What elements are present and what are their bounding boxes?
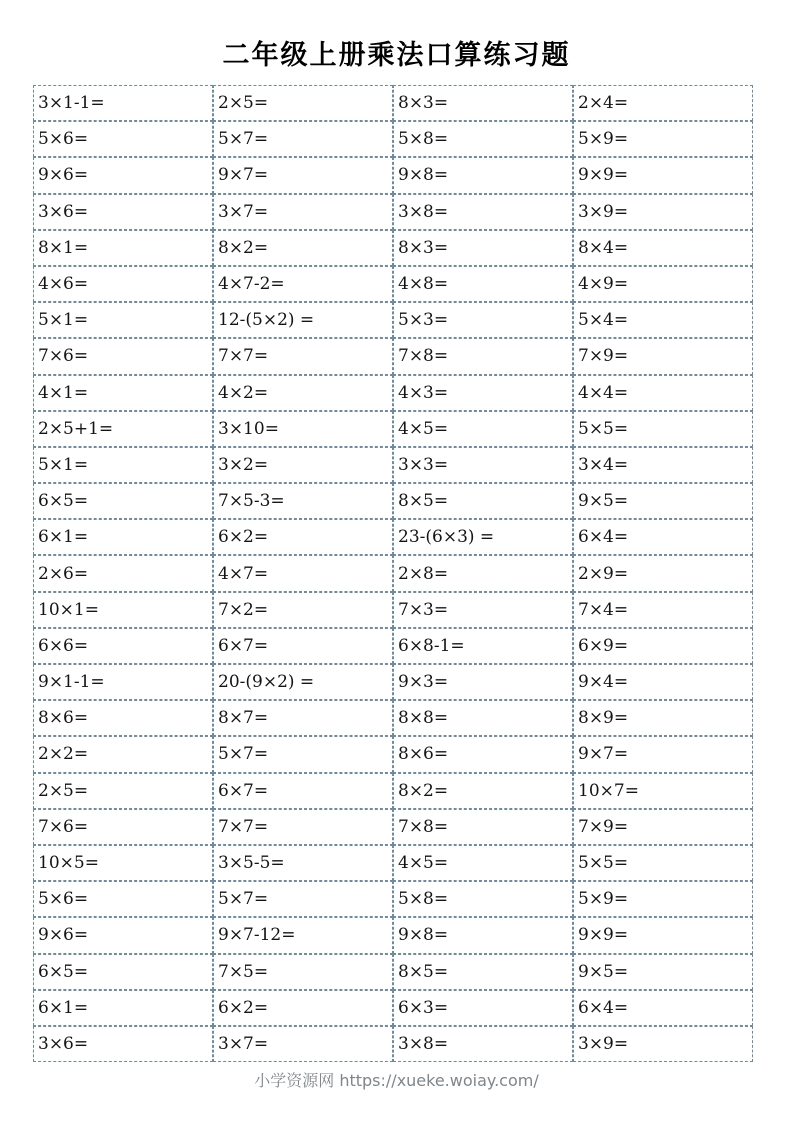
worksheet-row (33, 519, 753, 555)
problem-cell: 3×9= (573, 1026, 753, 1062)
problem-cell: 8×7= (213, 700, 393, 736)
page-title: 二年级上册乘法口算练习题 (222, 40, 571, 71)
problem-cell: 8×4= (573, 230, 753, 266)
problem-cell: 5×1= (33, 302, 213, 338)
problem-cell: 5×8= (393, 121, 573, 157)
problem-cell: 9×7= (213, 157, 393, 193)
problem-cell: 8×3= (393, 85, 573, 121)
worksheet-row (33, 483, 753, 519)
problem-cell: 8×6= (33, 700, 213, 736)
problem-cell: 7×8= (393, 809, 573, 845)
footer-credit: 小学资源网 https://xueke.woiay.com/ (254, 1071, 539, 1090)
problem-cell: 3×6= (33, 1026, 213, 1062)
problem-cell: 2×6= (33, 555, 213, 591)
problem-cell: 9×6= (33, 917, 213, 953)
problem-cell: 9×5= (573, 483, 753, 519)
problem-cell: 7×8= (393, 338, 573, 374)
problem-cell: 2×9= (573, 555, 753, 591)
problem-cell: 6×7= (213, 628, 393, 664)
problem-cell: 3×4= (573, 447, 753, 483)
worksheet-table-body (33, 85, 753, 1062)
problem-cell: 6×2= (213, 519, 393, 555)
problem-cell: 6×2= (213, 990, 393, 1026)
problem-cell: 2×8= (393, 555, 573, 591)
problem-cell: 7×5= (213, 954, 393, 990)
worksheet-table (33, 85, 753, 1062)
problem-cell: 6×8-1= (393, 628, 573, 664)
problem-cell: 5×5= (573, 411, 753, 447)
problem-cell: 9×8= (393, 917, 573, 953)
problem-cell: 9×5= (573, 954, 753, 990)
problem-cell: 3×1-1= (33, 85, 213, 121)
problem-cell: 3×10= (213, 411, 393, 447)
problem-cell: 8×5= (393, 954, 573, 990)
problem-cell: 2×5+1= (33, 411, 213, 447)
problem-cell: 8×5= (393, 483, 573, 519)
problem-cell: 4×6= (33, 266, 213, 302)
worksheet-row (33, 375, 753, 411)
problem-cell: 4×4= (573, 375, 753, 411)
problem-cell: 7×9= (573, 809, 753, 845)
worksheet-row (33, 1026, 753, 1062)
worksheet-row (33, 230, 753, 266)
problem-cell: 9×8= (393, 157, 573, 193)
problem-cell: 23-(6×3) = (393, 519, 573, 555)
problem-cell: 6×5= (33, 954, 213, 990)
worksheet-row (33, 194, 753, 230)
worksheet-row (33, 917, 753, 953)
problem-cell: 3×7= (213, 1026, 393, 1062)
problem-cell: 7×3= (393, 592, 573, 628)
problem-cell: 3×8= (393, 1026, 573, 1062)
problem-cell: 4×2= (213, 375, 393, 411)
worksheet-row (33, 592, 753, 628)
worksheet-row (33, 736, 753, 772)
problem-cell: 8×3= (393, 230, 573, 266)
problem-cell: 20-(9×2) = (213, 664, 393, 700)
problem-cell: 6×1= (33, 990, 213, 1026)
problem-cell: 5×8= (393, 881, 573, 917)
worksheet-row (33, 845, 753, 881)
problem-cell: 7×7= (213, 809, 393, 845)
problem-cell: 6×3= (393, 990, 573, 1026)
problem-cell: 4×8= (393, 266, 573, 302)
problem-cell: 4×1= (33, 375, 213, 411)
worksheet-row (33, 954, 753, 990)
problem-cell: 3×8= (393, 194, 573, 230)
problem-cell: 12-(5×2) = (213, 302, 393, 338)
problem-cell: 2×5= (213, 85, 393, 121)
problem-cell: 6×1= (33, 519, 213, 555)
problem-cell: 5×6= (33, 121, 213, 157)
problem-cell: 6×4= (573, 990, 753, 1026)
problem-cell: 9×7-12= (213, 917, 393, 953)
problem-cell: 8×8= (393, 700, 573, 736)
worksheet-row (33, 338, 753, 374)
problem-cell: 10×1= (33, 592, 213, 628)
problem-cell: 6×5= (33, 483, 213, 519)
problem-cell: 5×4= (573, 302, 753, 338)
problem-cell: 8×2= (213, 230, 393, 266)
problem-cell: 9×9= (573, 917, 753, 953)
problem-cell: 5×9= (573, 121, 753, 157)
problem-cell: 5×9= (573, 881, 753, 917)
problem-cell: 3×3= (393, 447, 573, 483)
problem-cell: 4×7-2= (213, 266, 393, 302)
problem-cell: 7×2= (213, 592, 393, 628)
problem-cell: 4×3= (393, 375, 573, 411)
problem-cell: 9×9= (573, 157, 753, 193)
problem-cell: 6×4= (573, 519, 753, 555)
problem-cell: 5×1= (33, 447, 213, 483)
problem-cell: 7×4= (573, 592, 753, 628)
worksheet-row (33, 555, 753, 591)
problem-cell: 3×7= (213, 194, 393, 230)
problem-cell: 9×1-1= (33, 664, 213, 700)
problem-cell: 6×6= (33, 628, 213, 664)
worksheet-row (33, 121, 753, 157)
problem-cell: 9×6= (33, 157, 213, 193)
problem-cell: 8×6= (393, 736, 573, 772)
worksheet-row (33, 302, 753, 338)
problem-cell: 8×2= (393, 773, 573, 809)
worksheet-row (33, 447, 753, 483)
problem-cell: 6×7= (213, 773, 393, 809)
problem-cell: 6×9= (573, 628, 753, 664)
problem-cell: 5×3= (393, 302, 573, 338)
problem-cell: 2×4= (573, 85, 753, 121)
worksheet-row (33, 773, 753, 809)
worksheet-row (33, 664, 753, 700)
problem-cell: 5×6= (33, 881, 213, 917)
problem-cell: 3×5-5= (213, 845, 393, 881)
problem-cell: 5×7= (213, 881, 393, 917)
problem-cell: 5×7= (213, 736, 393, 772)
problem-cell: 7×6= (33, 338, 213, 374)
worksheet-row (33, 157, 753, 193)
problem-cell: 3×9= (573, 194, 753, 230)
worksheet-row (33, 266, 753, 302)
problem-cell: 3×2= (213, 447, 393, 483)
problem-cell: 2×2= (33, 736, 213, 772)
problem-cell: 8×9= (573, 700, 753, 736)
worksheet-row (33, 628, 753, 664)
problem-cell: 7×7= (213, 338, 393, 374)
problem-cell: 4×9= (573, 266, 753, 302)
problem-cell: 7×9= (573, 338, 753, 374)
worksheet-row (33, 85, 753, 121)
problem-cell: 10×7= (573, 773, 753, 809)
worksheet-row (33, 700, 753, 736)
worksheet-row (33, 990, 753, 1026)
worksheet-row (33, 809, 753, 845)
problem-cell: 5×7= (213, 121, 393, 157)
problem-cell: 7×5-3= (213, 483, 393, 519)
problem-cell: 9×3= (393, 664, 573, 700)
problem-cell: 8×1= (33, 230, 213, 266)
problem-cell: 3×6= (33, 194, 213, 230)
worksheet-row (33, 411, 753, 447)
worksheet-row (33, 881, 753, 917)
problem-cell: 9×7= (573, 736, 753, 772)
problem-cell: 4×7= (213, 555, 393, 591)
problem-cell: 7×6= (33, 809, 213, 845)
problem-cell: 4×5= (393, 411, 573, 447)
problem-cell: 10×5= (33, 845, 213, 881)
problem-cell: 9×4= (573, 664, 753, 700)
problem-cell: 4×5= (393, 845, 573, 881)
problem-cell: 2×5= (33, 773, 213, 809)
problem-cell: 5×5= (573, 845, 753, 881)
